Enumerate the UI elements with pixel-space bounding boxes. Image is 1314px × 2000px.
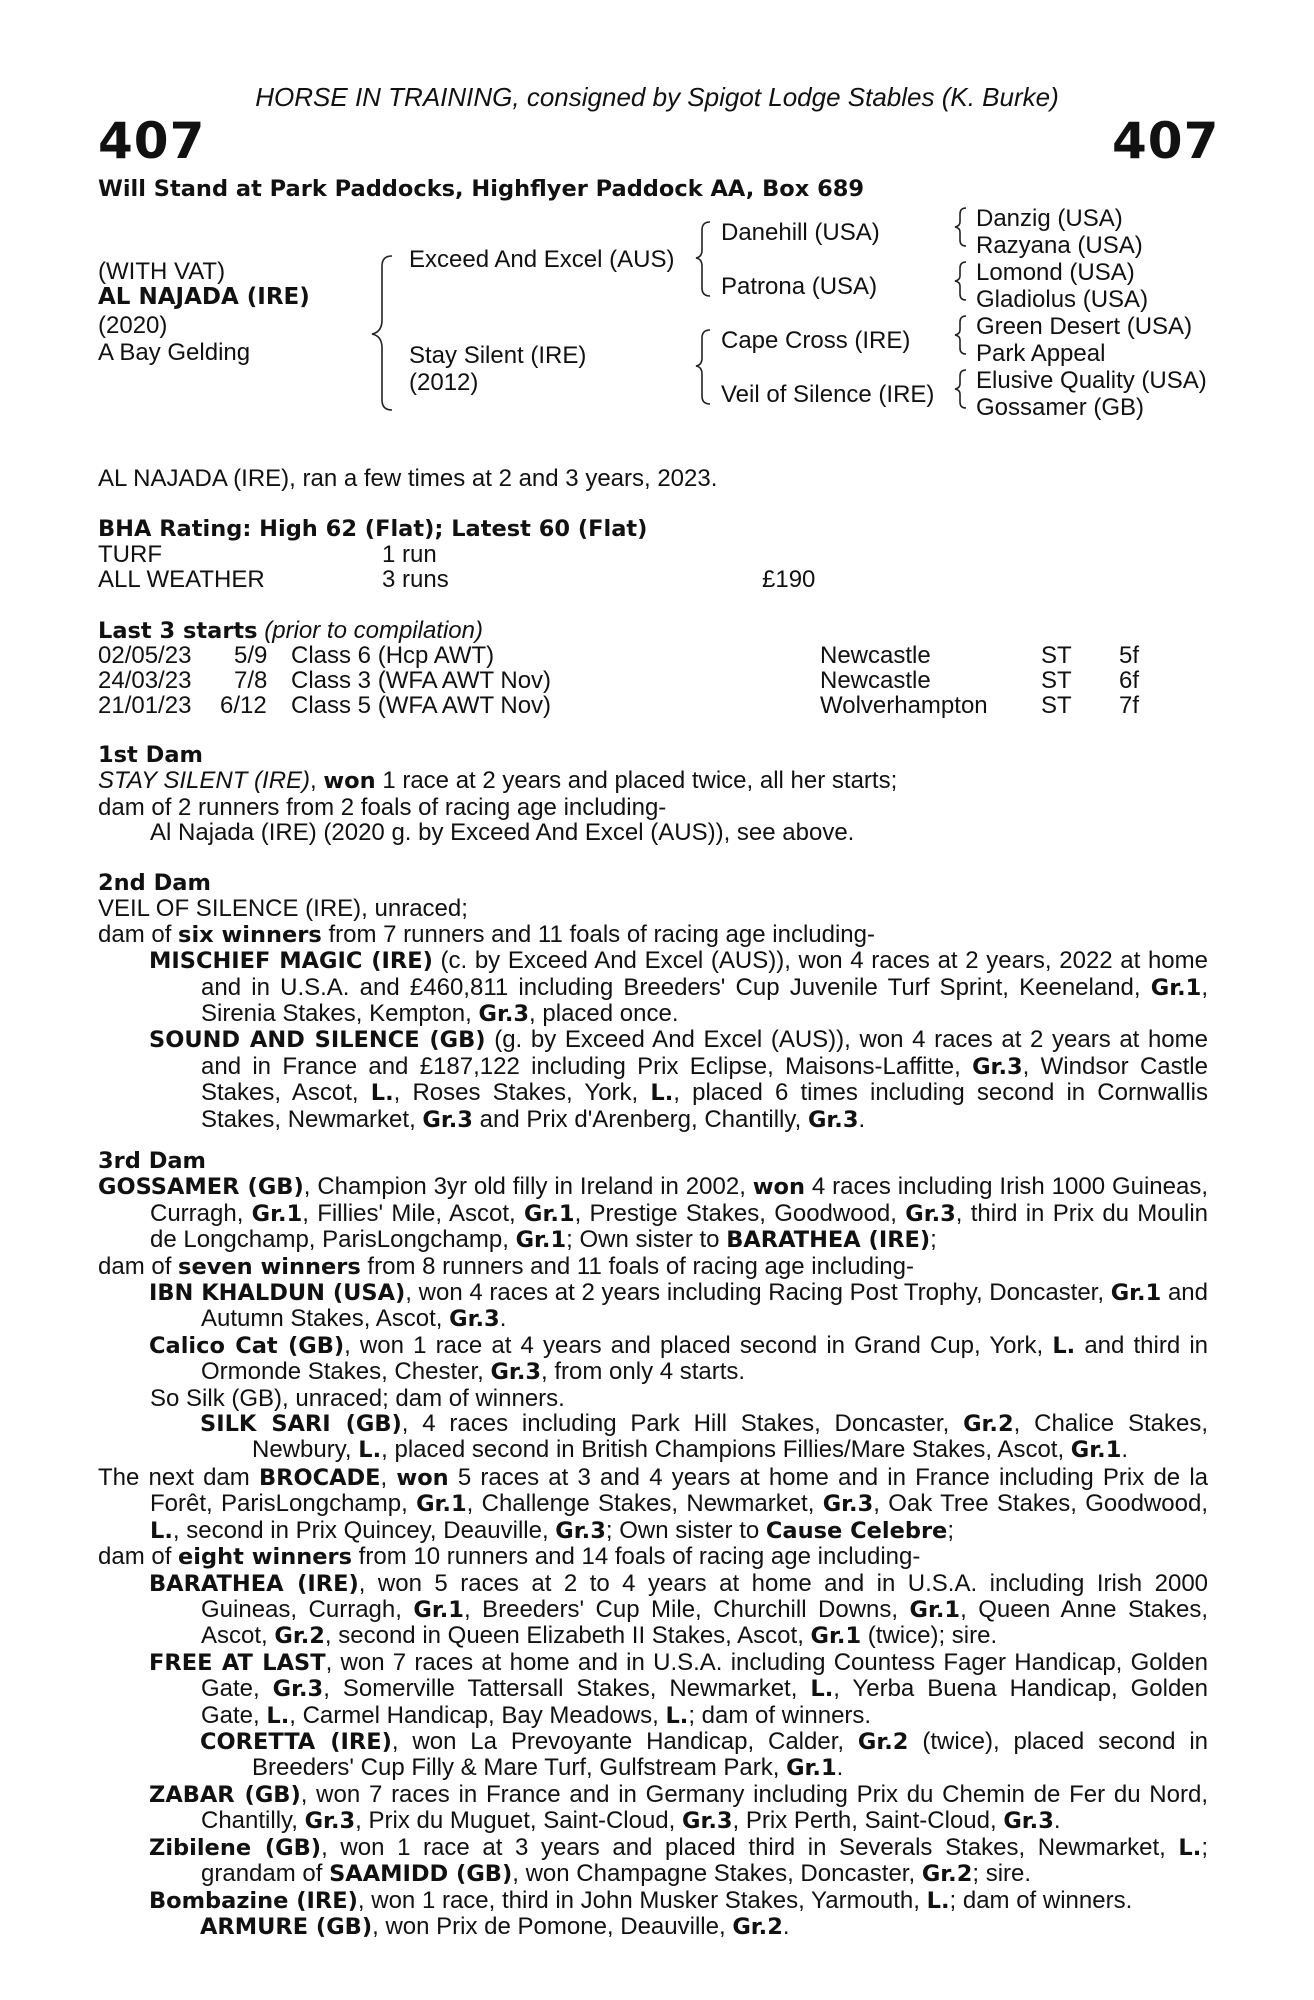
start-race: Class 3 (WFA AWT Nov) bbox=[291, 667, 552, 694]
grade: Gr.3 bbox=[449, 1306, 500, 1333]
start-position: 5/9 bbox=[234, 642, 268, 669]
pedigree-sire-dam: Patrona (USA) bbox=[721, 273, 878, 300]
text: , Breeders' Cup Mile, Churchill Downs, bbox=[463, 1596, 910, 1624]
second-dam-title: 2nd Dam bbox=[98, 870, 211, 896]
start-distance: 6f bbox=[1119, 667, 1140, 694]
lot-number-right: 407 bbox=[1112, 112, 1220, 170]
grade: Gr.1 bbox=[1110, 1280, 1162, 1307]
text: and Prix d'Arenberg, Chantilly, bbox=[472, 1105, 808, 1133]
text: , second in Prix Quincey, Deauville, bbox=[172, 1516, 556, 1544]
text: , won 1 race at 3 years and placed third in Severals Stakes, Newmarket, bbox=[321, 1833, 1179, 1861]
text: from 8 runners and 11 foals of racing age including- bbox=[360, 1252, 914, 1280]
third-dam-description bbox=[98, 1174, 1208, 1253]
pedigree-dam-sire: Cape Cross (IRE) bbox=[721, 327, 911, 354]
brace-capecross bbox=[955, 316, 966, 354]
start-going: ST bbox=[1041, 667, 1072, 694]
grade: Gr.3 bbox=[422, 1106, 473, 1133]
text: , Sirenia Stakes, Kempton, bbox=[201, 973, 1208, 1028]
start-going: ST bbox=[1041, 692, 1072, 719]
progeny-name: FREE AT LAST bbox=[149, 1649, 326, 1676]
text: , Carmel Handicap, Bay Meadows, bbox=[289, 1701, 666, 1729]
grade: L. bbox=[810, 1676, 834, 1703]
grade: Gr.1 bbox=[251, 1200, 303, 1227]
pedigree-g5: Green Desert (USA) bbox=[976, 313, 1193, 340]
text: , Yerba Buena Handicap, Golden Gate, bbox=[201, 1675, 1208, 1729]
text: , Prix du Muguet, Saint-Cloud, bbox=[355, 1807, 682, 1835]
text: , Somerville Tattersall Stakes, Newmarket, bbox=[323, 1675, 811, 1703]
first-dam-line3: Al Najada (IRE) (2020 g. by Exceed And Excel (AUS)), see above. bbox=[150, 819, 855, 847]
text: , Prestige Stakes, Goodwood, bbox=[574, 1199, 906, 1227]
progeny-name: SOUND AND SILENCE (GB) bbox=[149, 1027, 486, 1054]
text: , Windsor Castle Stakes, Ascot, bbox=[201, 1052, 1208, 1107]
aw-prize: £190 bbox=[762, 566, 816, 593]
grade: L. bbox=[1178, 1834, 1202, 1861]
text: ; sire. bbox=[972, 1860, 1032, 1888]
grade: Gr.3 bbox=[807, 1106, 859, 1133]
text: , Challenge Stakes, Newmarket, bbox=[466, 1490, 823, 1518]
text: , Oak Tree Stakes, Goodwood, bbox=[873, 1490, 1208, 1518]
first-dam-section bbox=[98, 743, 1208, 846]
turf-runs: 1 run bbox=[382, 541, 437, 568]
pedigree-sire-sire: Danehill (USA) bbox=[721, 219, 880, 246]
text: , won 7 races in France and in Germany including Prix du Chemin de Fer du Nord, Chantilly, bbox=[201, 1780, 1208, 1835]
text: and third in Ormonde Stakes, Chester, bbox=[201, 1331, 1208, 1386]
progeny-bombazine bbox=[98, 1888, 1208, 1914]
grade: L. bbox=[370, 1080, 394, 1107]
start-date: 02/05/23 bbox=[98, 642, 192, 669]
grade: Gr.1 bbox=[1150, 974, 1202, 1001]
grade: L. bbox=[665, 1702, 689, 1729]
text: , Fillies' Mile, Ascot, bbox=[302, 1199, 525, 1227]
text: , Prix Perth, Saint-Cloud, bbox=[732, 1807, 1004, 1835]
pedigree-g6: Park Appeal bbox=[976, 340, 1106, 367]
second-dam-line2 bbox=[98, 922, 1208, 948]
horse-description: A Bay Gelding bbox=[98, 339, 251, 366]
text: , won La Prevoyante Handicap, Calder, bbox=[391, 1728, 858, 1756]
grade: Gr.2 bbox=[963, 1411, 1014, 1438]
progeny-name: BARATHEA (IRE) bbox=[149, 1570, 359, 1597]
start-position: 6/12 bbox=[220, 692, 267, 719]
grade: Gr.1 bbox=[786, 1755, 837, 1782]
sister-name: BARATHEA (IRE) bbox=[726, 1227, 931, 1254]
start-going: ST bbox=[1041, 642, 1072, 669]
brace-patrona bbox=[955, 262, 966, 300]
horse-name: AL NAJADA (IRE) bbox=[98, 284, 310, 310]
grade: L. bbox=[650, 1080, 674, 1107]
brace-veil bbox=[955, 370, 966, 408]
second-dam-line1: VEIL OF SILENCE (IRE), unraced; bbox=[98, 895, 468, 923]
brace-main bbox=[372, 256, 392, 410]
grade: Gr.1 bbox=[1070, 1437, 1122, 1464]
pedigree-g7: Elusive Quality (USA) bbox=[976, 367, 1207, 394]
sister-name: Cause Celebre bbox=[765, 1517, 948, 1544]
first-dam-text: 1 race at 2 years and placed twice, all her starts; bbox=[375, 767, 898, 795]
grade: Gr.2 bbox=[921, 1861, 973, 1888]
progeny-name: Zibilene (GB) bbox=[149, 1834, 322, 1861]
text: , third in Prix du Moulin de Longchamp, ParisLongchamp, bbox=[150, 1199, 1208, 1254]
progeny-barathea bbox=[98, 1571, 1208, 1650]
grade: Gr.2 bbox=[732, 1913, 783, 1940]
text: , Chalice Stakes, Newbury, bbox=[252, 1410, 1208, 1464]
third-dam-section bbox=[98, 1149, 1208, 1464]
text: ; dam of winners. bbox=[949, 1886, 1133, 1914]
text: dam of bbox=[98, 1543, 179, 1571]
lot-number-left: 407 bbox=[98, 112, 206, 170]
text: (twice); sire. bbox=[861, 1622, 998, 1650]
turf-label: TURF bbox=[98, 541, 162, 568]
start-race: Class 6 (Hcp AWT) bbox=[291, 642, 495, 669]
grade: Gr.3 bbox=[555, 1517, 606, 1544]
dam-name: BROCADE bbox=[258, 1465, 381, 1491]
aw-runs: 3 runs bbox=[382, 566, 449, 593]
race-summary: AL NAJADA (IRE), ran a few times at 2 and 3 years, 2023. bbox=[98, 465, 718, 492]
grade: Gr.1 bbox=[515, 1227, 567, 1254]
grade: Gr.1 bbox=[413, 1597, 464, 1624]
text: , 4 races including Park Hill Stakes, Doncaster, bbox=[401, 1410, 964, 1438]
text: (twice), placed second in Breeders' Cup Filly & Mare Turf, Gulfstream Park, bbox=[252, 1728, 1209, 1782]
text: , bbox=[380, 1464, 397, 1491]
progeny-silk-sari bbox=[98, 1411, 1208, 1464]
text: ; dam of winners. bbox=[688, 1701, 872, 1729]
text: , won 1 race at 4 years and placed second in Grand Cup, York, bbox=[344, 1331, 1053, 1359]
text: ; Own sister to bbox=[605, 1516, 766, 1544]
start-position: 7/8 bbox=[234, 667, 268, 694]
first-dam-line1: STAY SILENT (IRE), won 1 race at 2 years and placed twice, all her starts; bbox=[98, 767, 898, 795]
grade: Gr.2 bbox=[857, 1729, 909, 1756]
text: , Roses Stakes, York, bbox=[393, 1079, 651, 1107]
text: ; bbox=[930, 1226, 937, 1254]
pedigree-g8: Gossamer (GB) bbox=[976, 394, 1145, 421]
pedigree-g2: Razyana (USA) bbox=[976, 232, 1143, 259]
text: . bbox=[858, 1105, 866, 1133]
text: , Champion 3yr old filly in Ireland in 2002, bbox=[303, 1173, 753, 1201]
text: 4 races including Irish 1000 Guineas, Curragh, bbox=[150, 1173, 1208, 1227]
last-starts-title: Last 3 starts bbox=[98, 618, 258, 644]
brace-danehill bbox=[955, 208, 966, 246]
progeny-ibn-khaldun bbox=[98, 1280, 1208, 1333]
pedigree-dam-dam: Veil of Silence (IRE) bbox=[721, 381, 935, 408]
text: ; bbox=[947, 1516, 954, 1544]
progeny-name: MISCHIEF MAGIC (IRE) bbox=[149, 948, 433, 975]
first-dam-line2: dam of 2 runners from 2 foals of racing age including- bbox=[98, 793, 667, 821]
text: , won 1 race, third in John Musker Stakes, Yarmouth, bbox=[357, 1886, 927, 1914]
text: ; grandam of bbox=[201, 1833, 1208, 1888]
bha-rating-title: BHA Rating: High 62 (Flat); Latest 60 (Flat) bbox=[98, 516, 648, 542]
first-dam-name: STAY SILENT (IRE) bbox=[98, 767, 311, 795]
text: (g. by Exceed And Excel (AUS)), won 4 races at 2 years at home and in France and £187,122 including Prix Eclipse, Maisons-Laffitte, bbox=[201, 1026, 1208, 1080]
text: , placed second in British Champions Fillies/Mare Stakes, Ascot, bbox=[381, 1436, 1071, 1464]
grade: Gr.3 bbox=[972, 1053, 1023, 1080]
start-course: Newcastle bbox=[820, 667, 931, 694]
grade: L. bbox=[1052, 1332, 1076, 1359]
brace-dam bbox=[696, 330, 710, 404]
pedigree-g3: Lomond (USA) bbox=[976, 259, 1135, 286]
last-starts-note: (prior to compilation) bbox=[264, 617, 483, 644]
text: . bbox=[499, 1305, 507, 1333]
winners-count: eight winners bbox=[178, 1544, 353, 1571]
progeny-coretta bbox=[98, 1729, 1208, 1782]
text: ; Own sister to bbox=[566, 1226, 727, 1254]
winners-count: seven winners bbox=[178, 1253, 361, 1280]
winners-count: six winners bbox=[178, 921, 322, 948]
third-dam-line2 bbox=[98, 1254, 1208, 1280]
text: . bbox=[1121, 1436, 1129, 1464]
text: , placed 6 times including second in Cornwallis Stakes, Newmarket, bbox=[201, 1079, 1208, 1133]
start-race: Class 5 (WFA AWT Nov) bbox=[291, 692, 552, 719]
text: (c. by Exceed And Excel (AUS)), won 4 races at 2 years, 2022 at home and in U.S.A. and £460,811 including Breeders' Cup Juvenile Turf Sprint, Keeneland, bbox=[201, 947, 1208, 1001]
start-date: 21/01/23 bbox=[98, 692, 192, 719]
aw-label: ALL WEATHER bbox=[98, 566, 265, 593]
grade: L. bbox=[266, 1702, 290, 1729]
pedigree-g1: Danzig (USA) bbox=[976, 205, 1123, 232]
text: 5 races at 3 and 4 years at home and in France including Prix de la Forêt, ParisLongchamp, bbox=[150, 1464, 1208, 1518]
vat-note: (WITH VAT) bbox=[98, 258, 226, 285]
progeny-name: Bombazine (IRE) bbox=[149, 1887, 358, 1914]
grade: L. bbox=[358, 1437, 382, 1464]
progeny-name: ARMURE (GB) bbox=[200, 1913, 373, 1940]
start-distance: 5f bbox=[1119, 642, 1140, 669]
progeny-name: ZABAR (GB) bbox=[149, 1781, 301, 1808]
text: dam of bbox=[98, 1252, 179, 1280]
second-dam-section bbox=[98, 871, 1208, 1133]
grade: Gr.3 bbox=[304, 1808, 356, 1835]
progeny-zibilene bbox=[98, 1835, 1208, 1888]
progeny-so-silk: So Silk (GB), unraced; dam of winners. bbox=[150, 1384, 565, 1412]
text: , won Prix de Pomone, Deauville, bbox=[372, 1912, 733, 1940]
text: , from only 4 starts. bbox=[541, 1358, 746, 1386]
start-date: 24/03/23 bbox=[98, 667, 192, 694]
text: The next dam bbox=[98, 1464, 259, 1491]
start-distance: 7f bbox=[1119, 692, 1140, 719]
pedigree-dam: Stay Silent (IRE) bbox=[409, 342, 587, 369]
progeny-mischief-magic bbox=[98, 948, 1208, 1027]
pedigree-sire: Exceed And Excel (AUS) bbox=[409, 246, 675, 273]
text: and Autumn Stakes, Ascot, bbox=[201, 1279, 1208, 1333]
grade: Gr.3 bbox=[490, 1359, 542, 1386]
grade: Gr.2 bbox=[274, 1623, 325, 1650]
dam-name: GOSSAMER (GB) bbox=[98, 1174, 304, 1201]
text: , won 4 races at 2 years including Racing Post Trophy, Doncaster, bbox=[405, 1279, 1111, 1307]
won: won bbox=[396, 1465, 449, 1491]
progeny-zabar bbox=[98, 1782, 1208, 1835]
grade: Gr.1 bbox=[810, 1623, 862, 1650]
progeny-armure bbox=[98, 1914, 1208, 1940]
grade: Gr.3 bbox=[1003, 1808, 1054, 1835]
grade: Gr.3 bbox=[905, 1200, 956, 1227]
text: , won 7 races at home and in U.S.A. including Countess Fager Handicap, Golden Gate, bbox=[201, 1648, 1208, 1703]
progeny-calico-cat bbox=[98, 1333, 1208, 1386]
grade: L. bbox=[150, 1517, 173, 1544]
next-dam-section bbox=[98, 1465, 1208, 1940]
stand-location: Will Stand at Park Paddocks, Highflyer Paddock AA, Box 689 bbox=[98, 176, 865, 202]
grade: Gr.1 bbox=[416, 1491, 467, 1518]
grade: Gr.3 bbox=[478, 1001, 530, 1028]
first-dam-title: 1st Dam bbox=[98, 742, 203, 768]
text: . bbox=[836, 1754, 844, 1782]
grand-progeny-name: SAAMIDD (GB) bbox=[329, 1861, 513, 1888]
progeny-name: SILK SARI (GB) bbox=[200, 1411, 402, 1438]
text: . bbox=[1053, 1807, 1061, 1835]
progeny-name: IBN KHALDUN (USA) bbox=[149, 1280, 406, 1307]
progeny-sound-and-silence bbox=[98, 1027, 1208, 1133]
progeny-free-at-last bbox=[98, 1650, 1208, 1729]
text: from 10 runners and 14 foals of racing age including- bbox=[352, 1543, 921, 1571]
first-dam-won: won bbox=[323, 768, 376, 795]
pedigree-g4: Gladiolus (USA) bbox=[976, 286, 1149, 313]
text: dam of bbox=[98, 920, 179, 948]
grade: Gr.1 bbox=[524, 1200, 575, 1227]
pedigree-dam-year: (2012) bbox=[409, 369, 479, 396]
grade: Gr.3 bbox=[822, 1491, 874, 1518]
progeny-name: Calico Cat (GB) bbox=[149, 1332, 345, 1359]
grade: Gr.3 bbox=[681, 1808, 733, 1835]
text: from 7 runners and 11 foals of racing age including- bbox=[321, 920, 875, 948]
text: , won 5 races at 2 to 4 years at home and in U.S.A. including Irish 2000 Guineas, Curragh, bbox=[201, 1569, 1209, 1624]
grade: Gr.3 bbox=[272, 1676, 324, 1703]
text: , placed once. bbox=[529, 1000, 679, 1028]
next-dam-description bbox=[98, 1465, 1208, 1544]
won: won bbox=[752, 1174, 806, 1201]
start-course: Wolverhampton bbox=[820, 692, 988, 719]
text: . bbox=[782, 1912, 790, 1940]
brace-sire bbox=[696, 222, 710, 296]
third-dam-title: 3rd Dam bbox=[98, 1148, 206, 1174]
text: , won Champagne Stakes, Doncaster, bbox=[512, 1860, 922, 1888]
next-dam-line2 bbox=[98, 1544, 1208, 1570]
grade: Gr.1 bbox=[909, 1597, 961, 1624]
last-starts-heading bbox=[98, 617, 483, 645]
grade: L. bbox=[926, 1887, 950, 1914]
horse-year: (2020) bbox=[98, 312, 168, 339]
page-header: HORSE IN TRAINING, consigned by Spigot Lodge Stables (K. Burke) bbox=[255, 82, 1059, 112]
text: , second in Queen Elizabeth II Stakes, Ascot, bbox=[324, 1622, 811, 1650]
text: , Queen Anne Stakes, Ascot, bbox=[201, 1596, 1209, 1650]
progeny-name: CORETTA (IRE) bbox=[200, 1729, 392, 1756]
start-course: Newcastle bbox=[820, 642, 931, 669]
